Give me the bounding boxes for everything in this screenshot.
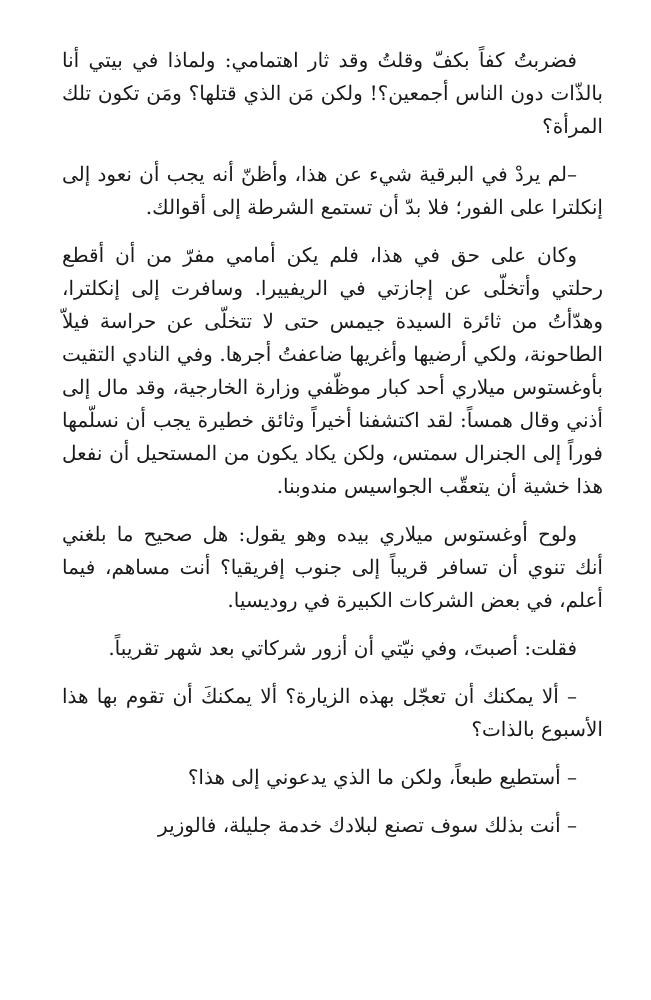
paragraph-3: وكان على حق في هذا، فلم يكن أمامي مفرّ من أن أقطع رحلتي وأتخلّى عن إجازتي في الريفييرا. وسافرت إلى إنكلترا، وهدّأتُ من ثائرة السيدة جيمس حتى لا تتخلّى عن حراسة فيلاّ الطاحونة، ولكي أرضيها وأغريها ضاعفتُ أجرها. وفي النادي التقيت بأوغستوس ميلاري أحد كبار موظّفي وزارة الخارجية، وقد مال إلى أذني وقال همساً: لقد اكتشفنا أخيراً وثائق خطيرة يجب أن نسلّمها فوراً إلى الجنرال سمتس، ولكن يكاد يكون من المستحيل أن نفعل هذا خشية أن يتعقّب الجواسيس مندوبنا. (62, 243, 603, 498)
paragraph-7: – أستطيع طبعاً، ولكن ما الذي يدعوني إلى هذا؟ (187, 765, 577, 789)
paragraph-2: –لم يردْ في البرقية شيء عن هذا، وأظنّ أنه يجب أن نعود إلى إنكلترا على الفور؛ فلا بدّ أن تستمع الشرطة إلى أقوالك. (62, 162, 603, 219)
paragraph-5: فقلت: أصبتَ، وفي نيّتي أن أزور شركاتي بعد شهر تقريباً. (108, 636, 577, 660)
paragraph-1: فضربتُ كفاً بكفّ وقلتُ وقد ثار اهتمامي: ولماذا في بيتي أنا بالذّات دون الناس أجمعين؟! ولكن مَن الذي قتلها؟ ومَن تكون تلك المرأة؟ (62, 48, 603, 138)
paragraph-8: – أنت بذلك سوف تصنع لبلادك خدمة جليلة، فالوزير (158, 813, 577, 837)
paragraph-6: – ألا يمكنك أن تعجّل بهذه الزيارة؟ ألا يمكنكَ أن تقوم بها هذا الأسبوع بالذات؟ (62, 684, 603, 741)
paragraph-4: ولوح أوغستوس ميلاري بيده وهو يقول: هل صحيح ما بلغني أنك تنوي أن تسافر قريباً إلى جنوب إفريقيا؟ أنت مساهم، فيما أعلم، في بعض الشركات الكبيرة في روديسيا. (62, 522, 603, 612)
